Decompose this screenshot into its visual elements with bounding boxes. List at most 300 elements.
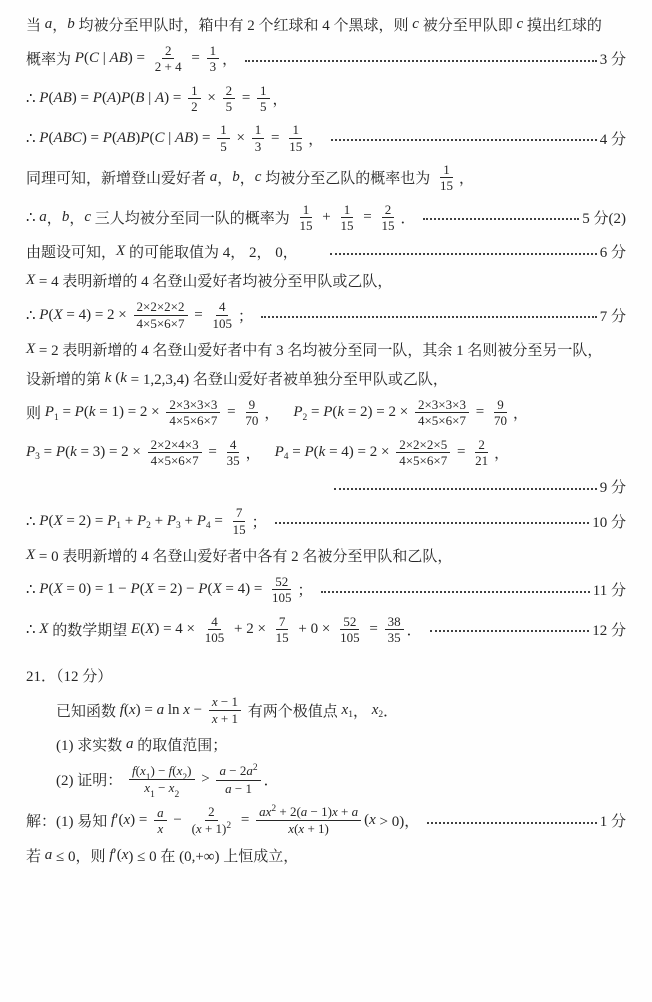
text-run: =	[190, 306, 207, 323]
math-variable: P	[39, 512, 49, 529]
text-run: 4	[218, 299, 226, 315]
fraction	[129, 762, 195, 801]
subscript: 4	[283, 452, 289, 463]
text-run: ；	[297, 583, 313, 600]
text-run: ，	[308, 131, 324, 148]
text-run: 设新增的第	[26, 371, 105, 388]
text-run: ) ≤ 0 在 (0,+∞) 上恒成立，	[128, 848, 299, 865]
math-variable: a	[39, 208, 47, 225]
math-variable: a	[44, 16, 53, 32]
text-run: ，	[52, 18, 68, 34]
denominator	[273, 630, 292, 645]
text-run: ，	[512, 406, 528, 423]
text-run: 52	[275, 573, 289, 589]
text-run: 4×5×6×7	[169, 413, 218, 429]
text-run: 15	[289, 138, 303, 154]
score-label: 7 分	[599, 308, 626, 325]
line-17	[26, 572, 626, 608]
subscript: 1	[145, 772, 151, 783]
math-variable: X	[26, 272, 36, 289]
text-run: = 4) =	[221, 581, 267, 598]
math-variable: x	[121, 846, 129, 863]
text-run: )	[135, 129, 141, 146]
numerator	[289, 122, 302, 138]
math-variable: k	[337, 404, 345, 421]
text-run: 2 + 4	[154, 59, 182, 75]
math-variable: f	[111, 812, 116, 829]
fraction	[297, 202, 316, 234]
text-run: 70	[245, 413, 259, 429]
text-run: − 2	[225, 763, 247, 779]
text-run: 2×2×2×2	[136, 299, 185, 315]
fraction	[256, 804, 361, 837]
text-run: (	[83, 50, 89, 67]
text-run: ．	[263, 773, 279, 790]
text-run: 被分至甲队即	[418, 18, 517, 34]
subscript: 1	[150, 790, 155, 801]
denominator	[230, 522, 249, 537]
text-run: 1	[191, 82, 198, 98]
text-run: 2×2×4×3	[150, 436, 199, 452]
text-run: (	[135, 762, 140, 778]
math-variable: P	[39, 306, 49, 323]
text-run: 2×2×2×5	[399, 436, 448, 452]
line-3	[26, 81, 626, 117]
text-run: ．	[383, 703, 399, 720]
subscript: 2	[378, 710, 384, 721]
text-run: 105	[340, 629, 360, 645]
text-run: (1) 求实数	[56, 737, 126, 754]
text-run: ×	[232, 129, 249, 146]
text-run: ) =	[130, 812, 152, 829]
denominator	[337, 218, 356, 233]
text-run: ，	[272, 91, 288, 108]
text-run: |	[164, 129, 175, 146]
text-run: ′(	[113, 846, 122, 863]
text-run: ) = 4 ×	[154, 620, 199, 637]
math-variable: P	[102, 129, 112, 146]
math-variable: C	[154, 129, 165, 146]
text-run: (	[123, 701, 129, 718]
math-variable: k	[104, 369, 112, 386]
text-run: 2	[208, 804, 215, 820]
denominator	[209, 711, 241, 726]
subscript: 2	[174, 790, 180, 801]
numerator	[166, 397, 220, 413]
denominator	[202, 630, 228, 645]
math-variable: a	[209, 169, 218, 186]
text-run: ∴	[26, 209, 40, 226]
denominator	[134, 316, 188, 331]
line-13	[26, 435, 626, 471]
text-run: + 1	[217, 710, 239, 726]
text-run: =	[471, 404, 488, 421]
text-run: 70	[493, 413, 507, 429]
dotted-leader	[245, 58, 597, 62]
fraction	[337, 614, 363, 646]
math-variable: P	[136, 512, 147, 529]
line-20	[26, 692, 626, 728]
text-run: = 3) = 2 ×	[76, 443, 145, 460]
math-variable: b	[61, 208, 70, 225]
numerator	[300, 202, 313, 218]
denominator	[252, 139, 265, 154]
math-variable: x	[331, 804, 338, 820]
line-16	[26, 543, 626, 568]
numerator	[154, 805, 167, 821]
numerator	[227, 437, 240, 453]
fraction	[230, 505, 249, 537]
line-24	[26, 843, 626, 868]
fraction	[207, 43, 220, 75]
math-variable: a	[219, 763, 226, 779]
text-run: + 0 ×	[294, 620, 335, 637]
math-variable: X	[53, 581, 63, 598]
text-run: 由题设可知，	[26, 245, 117, 262]
text-run: (	[172, 762, 177, 778]
denominator	[396, 453, 450, 468]
denominator	[269, 590, 295, 605]
text-run: (	[111, 129, 117, 146]
superscript: 2	[271, 804, 277, 815]
text-run: 105	[272, 590, 292, 606]
text-run: ，	[494, 445, 510, 462]
dotted-leader	[423, 216, 579, 220]
line-22	[26, 761, 626, 801]
text-run: 1	[302, 201, 310, 217]
line-5	[26, 160, 626, 196]
math-variable: x	[128, 701, 136, 718]
text-run: ′(	[115, 812, 124, 829]
math-variable: P	[293, 404, 303, 421]
text-run: 1	[254, 122, 262, 138]
numerator	[207, 43, 220, 59]
dotted-leader	[331, 137, 597, 141]
numerator	[148, 437, 202, 453]
text-run: = 0) = 1 −	[62, 581, 131, 598]
math-variable: x	[183, 701, 190, 718]
fraction	[396, 437, 450, 469]
score-label: 3 分	[599, 52, 626, 69]
denominator	[217, 139, 230, 154]
text-run: (	[48, 581, 54, 598]
dotted-leader	[334, 486, 597, 490]
math-variable: X	[53, 512, 63, 529]
math-variable: x	[144, 780, 151, 796]
text-run: 1	[209, 43, 217, 58]
text-run: 9	[497, 396, 504, 412]
text-run: (	[139, 581, 145, 598]
line-15	[26, 503, 626, 539]
line-11	[26, 366, 626, 391]
subscript: 1	[53, 412, 59, 423]
text-run: 概率为	[26, 52, 75, 69]
text-run: ．	[406, 622, 422, 639]
text-run: ) =	[81, 129, 103, 146]
numerator	[223, 83, 236, 99]
text-run: 4	[211, 613, 218, 629]
fraction	[154, 805, 167, 837]
text-run: 15	[275, 629, 289, 645]
dotted-leader	[275, 520, 590, 524]
text-run: > 0)，	[375, 814, 420, 831]
text-run: = 2 表明新增的 4 名登山爱好者中有 3 名均被分至同一队，其余 1 名则被分至另一队，	[35, 342, 603, 359]
text-run: ) −	[150, 762, 169, 778]
math-variable: P	[74, 50, 84, 67]
text-run: + 2 ×	[230, 620, 270, 637]
math-variable: x	[157, 821, 164, 837]
text-run: = 4) = 2 ×	[325, 443, 394, 460]
math-variable: A	[106, 89, 117, 106]
fraction	[415, 397, 469, 429]
text-run: 5	[225, 98, 233, 114]
subscript: 1	[116, 521, 121, 532]
text-run: − 1)	[307, 804, 332, 820]
numerator	[252, 122, 265, 138]
text-run: =	[238, 89, 255, 106]
text-run: 已知函数	[56, 703, 120, 720]
text-run: ∴	[26, 582, 40, 599]
text-run: ．	[400, 210, 416, 227]
text-run: =	[307, 404, 324, 421]
math-variable: P	[198, 581, 208, 598]
text-run: 15	[299, 217, 313, 233]
math-variable: P	[44, 404, 54, 421]
text-run: (	[332, 404, 338, 421]
text-run: 5	[260, 98, 267, 114]
math-variable: X	[26, 546, 36, 563]
text-run: 38	[387, 613, 401, 629]
denominator	[148, 453, 202, 468]
text-run: = 1) = 2 ×	[95, 404, 164, 421]
numerator	[257, 83, 270, 99]
text-run: 2×3×3×3	[169, 396, 218, 412]
text-run: ，	[458, 171, 474, 188]
denominator	[154, 821, 166, 836]
text-run: (2) 证明：	[56, 773, 126, 790]
text-run: ∴	[26, 307, 40, 324]
text-run: =	[365, 620, 382, 637]
numerator	[217, 122, 230, 138]
text-run: |	[144, 89, 155, 106]
fraction	[134, 299, 188, 331]
text-run: (	[130, 89, 136, 106]
math-variable: x	[211, 710, 218, 726]
text-run: 当	[26, 18, 45, 34]
score-label: 6 分	[599, 245, 626, 262]
fraction	[217, 122, 230, 154]
fraction	[337, 202, 356, 234]
text-run: ≤ 0，则	[52, 848, 110, 865]
text-run: 52	[343, 613, 357, 629]
fraction	[166, 397, 220, 429]
math-variable: f	[168, 762, 173, 778]
numerator	[216, 763, 260, 780]
text-run: (	[191, 820, 196, 836]
text-run: ) =	[127, 50, 149, 67]
math-variable: c	[516, 16, 524, 32]
text-run: 1	[260, 82, 267, 98]
fraction	[378, 202, 397, 234]
text-run: =	[288, 443, 305, 460]
math-variable: P	[26, 443, 36, 460]
numerator	[129, 762, 195, 783]
text-run: 7	[235, 505, 243, 521]
math-variable: X	[116, 243, 126, 260]
text-run: −	[169, 812, 186, 829]
fraction	[491, 397, 510, 429]
text-run: = 0 表明新增的 4 名登山爱好者中各有 2 名被分至甲队和乙队，	[35, 548, 453, 565]
fraction	[385, 614, 404, 646]
fraction	[437, 162, 456, 194]
text-run: = 4) = 2 ×	[62, 306, 131, 323]
numerator	[208, 614, 221, 630]
text-run: 三人均被分至同一队的概率为	[91, 210, 294, 227]
subscript: 4	[205, 521, 211, 532]
text-run: 105	[204, 629, 225, 645]
math-variable: P	[39, 581, 49, 598]
numerator	[475, 437, 488, 453]
subscript: 2	[182, 772, 188, 783]
fraction	[189, 804, 235, 837]
math-variable: x	[341, 701, 349, 718]
text-run: ，	[46, 210, 62, 227]
line-18	[26, 612, 626, 648]
text-run: 均被分至乙队的概率也为	[261, 171, 434, 188]
line-1	[26, 12, 626, 37]
superscript: 2	[226, 820, 232, 831]
text-run: ∴	[26, 130, 40, 147]
text-run: (	[48, 89, 54, 106]
numerator	[233, 505, 246, 521]
text-run: 15	[381, 217, 395, 233]
dotted-leader	[427, 820, 597, 824]
fraction	[257, 83, 270, 115]
text-run: ，	[352, 703, 372, 720]
math-variable: AB	[53, 89, 72, 106]
text-run: ，	[239, 171, 255, 188]
line-23	[26, 802, 626, 839]
text-run: 的数学期望	[48, 622, 131, 639]
text-run: 解：(1) 易知	[26, 814, 111, 831]
fraction	[269, 574, 295, 606]
dotted-leader	[330, 251, 597, 255]
line-10	[26, 337, 626, 362]
text-run: (	[48, 512, 54, 529]
text-run: 同理可知，新增登山爱好者	[26, 171, 210, 188]
line-2	[26, 41, 626, 77]
text-run: (	[111, 369, 121, 386]
denominator	[257, 99, 270, 114]
text-run: (	[149, 129, 155, 146]
fraction	[223, 83, 236, 115]
math-variable: c	[254, 169, 262, 186]
text-run: )	[116, 89, 122, 106]
text-run: ，	[264, 406, 280, 423]
denominator	[166, 413, 220, 428]
math-variable: P	[92, 89, 102, 106]
fraction	[472, 437, 491, 469]
denominator	[286, 139, 305, 154]
text-run: ) =	[164, 89, 186, 106]
text-run: 21	[475, 452, 489, 468]
text-run: =	[267, 129, 284, 146]
denominator	[285, 821, 332, 836]
text-run: +	[337, 804, 352, 820]
text-run: = 2) −	[153, 581, 199, 598]
math-variable: P	[74, 404, 84, 421]
math-variable: X	[212, 581, 222, 598]
problem-21-heading	[26, 663, 626, 688]
denominator	[337, 630, 363, 645]
score-label: 5 分(2)	[582, 210, 626, 227]
math-variable: x	[168, 780, 175, 796]
math-variable: x	[139, 762, 146, 778]
subscript: 3	[35, 452, 40, 463]
numerator	[246, 397, 259, 413]
superscript: 2	[252, 763, 258, 774]
line-14	[26, 474, 626, 499]
math-variable: k	[70, 443, 77, 460]
text-run: 则	[26, 406, 45, 423]
text-run: ，	[245, 445, 261, 462]
math-variable: a	[126, 735, 134, 752]
math-variable: f	[119, 701, 124, 718]
math-variable: k	[120, 369, 127, 386]
fraction	[152, 43, 185, 75]
text-run: 1	[292, 122, 299, 138]
denominator	[297, 218, 316, 233]
math-variable: x	[298, 821, 305, 837]
text-run: = 1,2,3,4) 名登山爱好者被单独分至甲队或乙队，	[126, 371, 448, 388]
text-run: 15	[232, 521, 246, 537]
denominator	[242, 413, 261, 428]
denominator	[437, 178, 456, 193]
text-run: (	[364, 812, 370, 829]
denominator	[152, 59, 185, 74]
text-run: =	[187, 50, 204, 67]
denominator	[209, 316, 235, 331]
text-run: + 1)	[201, 820, 227, 836]
text-run: 4×5×6×7	[136, 315, 185, 331]
fraction	[148, 437, 202, 469]
math-variable: X	[145, 620, 155, 637]
fraction	[209, 299, 235, 331]
math-variable: P	[121, 89, 131, 106]
math-variable: AB	[109, 50, 128, 67]
score-label: 12 分	[592, 622, 626, 639]
text-run: 3	[209, 59, 217, 75]
text-run: 2	[191, 98, 198, 114]
math-variable: c	[84, 208, 91, 225]
numerator	[494, 397, 507, 413]
text-run: |	[98, 50, 110, 67]
text-run: ；	[251, 514, 267, 531]
fraction	[209, 694, 241, 726]
math-variable: AB	[116, 129, 136, 146]
numerator	[396, 437, 450, 453]
math-variable: b	[67, 16, 75, 32]
numerator	[205, 804, 218, 820]
fraction	[224, 437, 243, 469]
text-run: ∴	[26, 621, 40, 638]
math-variable: B	[135, 89, 145, 106]
score-label: 9 分	[599, 480, 626, 497]
math-variable: a	[300, 804, 308, 820]
text-run: (	[140, 620, 146, 637]
text-run: 2	[384, 201, 392, 217]
text-run: 105	[212, 315, 232, 331]
